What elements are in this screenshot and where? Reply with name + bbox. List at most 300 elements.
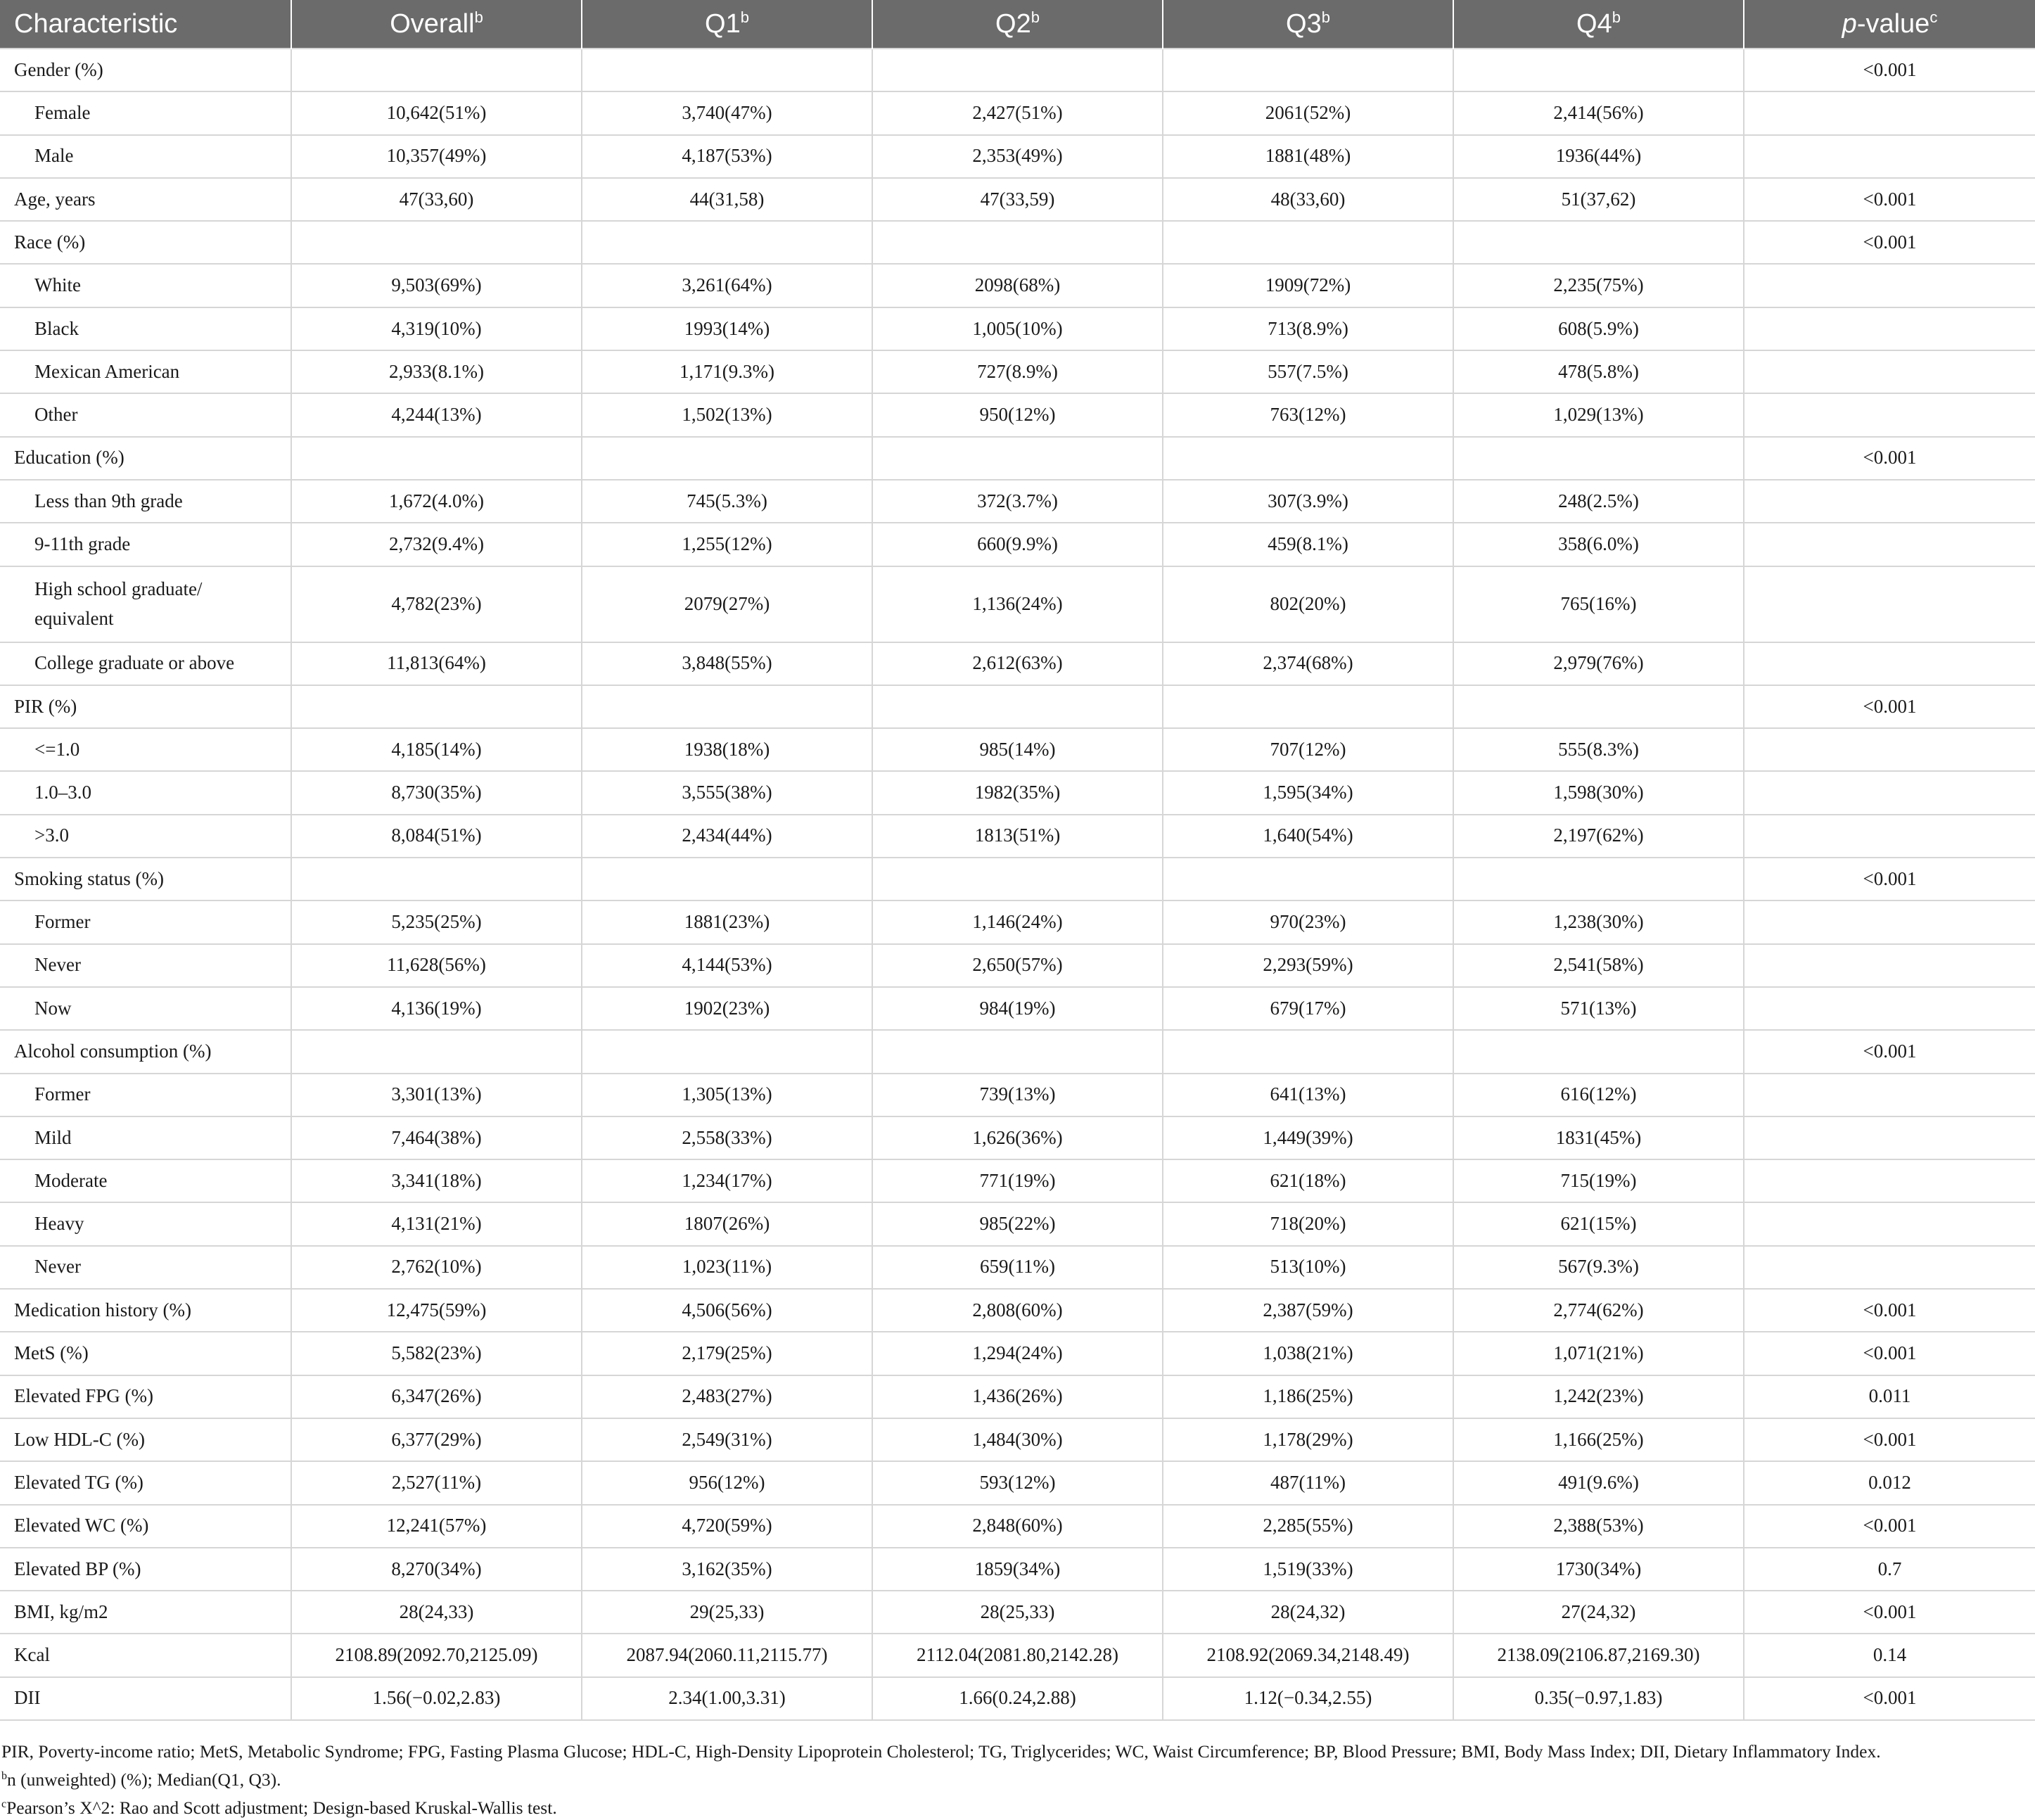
row-label-text: Male	[34, 145, 74, 167]
table-row	[0, 307, 2035, 350]
row-label	[0, 393, 291, 436]
row-label-text: Elevated TG (%)	[14, 1471, 143, 1493]
cell-p-value	[1744, 642, 2035, 685]
cell-q4	[1453, 437, 1744, 480]
cell-q1: 2,483(27%)	[582, 1375, 872, 1418]
cell-q1	[582, 685, 872, 728]
table-row	[0, 1548, 2035, 1591]
cell-overall: 5,235(25%)	[291, 901, 582, 943]
cell-q1: 1,255(12%)	[582, 523, 872, 566]
row-label-text: Low HDL-C (%)	[14, 1428, 145, 1450]
cell-overall	[291, 49, 582, 91]
cell-q3: 459(8.1%)	[1163, 523, 1453, 566]
cell-overall: 28(24,33)	[291, 1591, 582, 1634]
cell-p-value: <0.001	[1744, 1030, 2035, 1073]
header-row	[0, 0, 2035, 49]
row-label-text: Never	[34, 954, 81, 976]
table-row	[0, 566, 2035, 642]
cell-p-value	[1744, 350, 2035, 393]
cell-q2: 1,146(24%)	[872, 901, 1163, 943]
cell-p-value: 0.14	[1744, 1634, 2035, 1676]
row-label-text: Mexican American	[34, 360, 180, 382]
footnote-b: $^b$n (unweighted) (%); Median(Q1, Q3).	[1, 1769, 281, 1790]
cell-overall: 6,347(26%)	[291, 1375, 582, 1418]
row-label	[0, 987, 291, 1030]
cell-overall	[291, 685, 582, 728]
cell-q4: 2,197(62%)	[1453, 815, 1744, 858]
cell-q3: 1,595(34%)	[1163, 771, 1453, 814]
row-label	[0, 815, 291, 858]
row-label-text: Race (%)	[14, 231, 86, 253]
cell-q2: 2,848(60%)	[872, 1505, 1163, 1548]
cell-q3: 1,038(21%)	[1163, 1332, 1453, 1375]
table-row	[0, 987, 2035, 1030]
cell-q2: 2,808(60%)	[872, 1289, 1163, 1332]
cell-q2: 2,650(57%)	[872, 944, 1163, 987]
row-label	[0, 307, 291, 350]
table-row	[0, 1418, 2035, 1461]
cell-p-value: <0.001	[1744, 858, 2035, 901]
cell-q3	[1163, 437, 1453, 480]
cell-q2: 47(33,59)	[872, 178, 1163, 221]
cell-q2: 984(19%)	[872, 987, 1163, 1030]
cell-q3	[1163, 49, 1453, 91]
cell-q1: 4,506(56%)	[582, 1289, 872, 1332]
cell-q2: 2,427(51%)	[872, 91, 1163, 134]
cell-q1: 2,558(33%)	[582, 1116, 872, 1159]
cell-q1	[582, 49, 872, 91]
table-row	[0, 437, 2035, 480]
row-label-text: Heavy	[34, 1213, 84, 1235]
row-label	[0, 1505, 291, 1548]
row-label	[0, 1591, 291, 1634]
cell-q3: 641(13%)	[1163, 1074, 1453, 1116]
cell-q4: 1936(44%)	[1453, 135, 1744, 178]
cell-q4: 1,071(21%)	[1453, 1332, 1744, 1375]
row-label-text: 1.0–3.0	[34, 782, 91, 803]
cell-q1: 2,179(25%)	[582, 1332, 872, 1375]
cell-p-value: <0.001	[1744, 1591, 2035, 1634]
row-label-text: High school graduate/	[34, 578, 203, 599]
cell-p-value: <0.001	[1744, 1677, 2035, 1720]
cell-q4: 2,979(76%)	[1453, 642, 1744, 685]
header-q4: Q4$^b$	[1453, 0, 1744, 49]
cell-q1: 4,720(59%)	[582, 1505, 872, 1548]
row-label	[0, 1418, 291, 1461]
cell-p-value	[1744, 1159, 2035, 1202]
table-row	[0, 901, 2035, 943]
cell-overall: 12,475(59%)	[291, 1289, 582, 1332]
table-row	[0, 135, 2035, 178]
row-label	[0, 901, 291, 943]
header-q1: Q1$^b$	[582, 0, 872, 49]
cell-p-value	[1744, 393, 2035, 436]
table-row	[0, 1159, 2035, 1202]
cell-q3: 1,449(39%)	[1163, 1116, 1453, 1159]
cell-q4: 2,774(62%)	[1453, 1289, 1744, 1332]
cell-q2: 1859(34%)	[872, 1548, 1163, 1591]
cell-q1	[582, 1030, 872, 1073]
cell-q4	[1453, 685, 1744, 728]
cell-q3: 2,293(59%)	[1163, 944, 1453, 987]
cell-q3: 513(10%)	[1163, 1246, 1453, 1289]
row-label-text: 9-11th grade	[34, 533, 131, 554]
row-label	[0, 1548, 291, 1591]
cell-q1: 2079(27%)	[582, 566, 872, 642]
header-characteristic: Characteristic	[0, 0, 291, 49]
table-row	[0, 1030, 2035, 1073]
footnote-c: $^c$Pearson’s X^2: Rao and Scott adjustment; Design-based Kruskal-Wallis test.	[1, 1797, 557, 1818]
cell-overall: 9,503(69%)	[291, 264, 582, 307]
cell-q3: 802(20%)	[1163, 566, 1453, 642]
cell-q3: 1,186(25%)	[1163, 1375, 1453, 1418]
cell-q2: 1,436(26%)	[872, 1375, 1163, 1418]
cell-p-value	[1744, 523, 2035, 566]
cell-q3: 28(24,32)	[1163, 1591, 1453, 1634]
cell-overall: 2,732(9.4%)	[291, 523, 582, 566]
row-label	[0, 178, 291, 221]
cell-q1: 1,502(13%)	[582, 393, 872, 436]
row-label-text: Black	[34, 317, 79, 339]
cell-q3: 763(12%)	[1163, 393, 1453, 436]
row-label	[0, 350, 291, 393]
table-row	[0, 350, 2035, 393]
cell-q4: 608(5.9%)	[1453, 307, 1744, 350]
table-row	[0, 1677, 2035, 1720]
cell-q3: 487(11%)	[1163, 1461, 1453, 1504]
cell-overall: 8,730(35%)	[291, 771, 582, 814]
table-row	[0, 221, 2035, 264]
cell-q1: 3,261(64%)	[582, 264, 872, 307]
cell-q2: 985(22%)	[872, 1202, 1163, 1245]
cell-q3: 1,640(54%)	[1163, 815, 1453, 858]
cell-q1: 3,162(35%)	[582, 1548, 872, 1591]
cell-p-value: 0.7	[1744, 1548, 2035, 1591]
cell-overall: 10,357(49%)	[291, 135, 582, 178]
cell-q4: 1831(45%)	[1453, 1116, 1744, 1159]
cell-q2: 985(14%)	[872, 728, 1163, 771]
cell-q4: 2,414(56%)	[1453, 91, 1744, 134]
row-label-text: Other	[34, 404, 78, 426]
cell-q3	[1163, 685, 1453, 728]
cell-q4	[1453, 858, 1744, 901]
row-label-text-line2: equivalent	[34, 607, 114, 629]
cell-p-value: 0.011	[1744, 1375, 2035, 1418]
cell-q4	[1453, 1030, 1744, 1073]
row-label	[0, 437, 291, 480]
cell-q2: 593(12%)	[872, 1461, 1163, 1504]
cell-overall: 12,241(57%)	[291, 1505, 582, 1548]
cell-q3: 2,285(55%)	[1163, 1505, 1453, 1548]
table-row	[0, 642, 2035, 685]
cell-overall: 1.56(−0.02,2.83)	[291, 1677, 582, 1720]
table-row	[0, 480, 2035, 523]
cell-overall: 6,377(29%)	[291, 1418, 582, 1461]
row-label	[0, 480, 291, 523]
table-row	[0, 1634, 2035, 1676]
cell-q3: 1909(72%)	[1163, 264, 1453, 307]
cell-q1: 956(12%)	[582, 1461, 872, 1504]
row-label-text: Gender (%)	[14, 58, 103, 80]
table-row	[0, 1332, 2035, 1375]
cell-p-value	[1744, 1116, 2035, 1159]
cell-q2: 1,626(36%)	[872, 1116, 1163, 1159]
footnotes	[0, 1739, 2035, 1820]
cell-overall: 8,084(51%)	[291, 815, 582, 858]
cell-q1: 44(31,58)	[582, 178, 872, 221]
cell-q4: 27(24,32)	[1453, 1591, 1744, 1634]
cell-q1: 3,740(47%)	[582, 91, 872, 134]
table-row	[0, 1505, 2035, 1548]
cell-q1: 1938(18%)	[582, 728, 872, 771]
table-row	[0, 49, 2035, 91]
cell-q1	[582, 437, 872, 480]
cell-q1: 4,187(53%)	[582, 135, 872, 178]
cell-p-value	[1744, 307, 2035, 350]
row-label	[0, 642, 291, 685]
row-label	[0, 944, 291, 987]
cell-q3: 970(23%)	[1163, 901, 1453, 943]
cell-q4: 571(13%)	[1453, 987, 1744, 1030]
table-row	[0, 858, 2035, 901]
row-label	[0, 1634, 291, 1676]
table-row	[0, 393, 2035, 436]
cell-q1	[582, 221, 872, 264]
cell-q4: 1,029(13%)	[1453, 393, 1744, 436]
cell-q2: 739(13%)	[872, 1074, 1163, 1116]
row-label-text: Kcal	[14, 1644, 50, 1666]
row-label	[0, 1116, 291, 1159]
cell-q1: 3,848(55%)	[582, 642, 872, 685]
cell-q4: 2138.09(2106.87,2169.30)	[1453, 1634, 1744, 1676]
cell-q3: 2061(52%)	[1163, 91, 1453, 134]
header-q2: Q2$^b$	[872, 0, 1163, 49]
row-label-text: Education (%)	[14, 447, 125, 469]
cell-q4	[1453, 221, 1744, 264]
cell-q4: 1,598(30%)	[1453, 771, 1744, 814]
cell-q1: 1,023(11%)	[582, 1246, 872, 1289]
cell-q3: 1,178(29%)	[1163, 1418, 1453, 1461]
row-label-text: College graduate or above	[34, 652, 235, 674]
cell-p-value	[1744, 1074, 2035, 1116]
cell-q4: 1730(34%)	[1453, 1548, 1744, 1591]
cell-q4: 616(12%)	[1453, 1074, 1744, 1116]
row-label-text: Alcohol consumption (%)	[14, 1040, 212, 1062]
table-row	[0, 1591, 2035, 1634]
cell-p-value: 0.012	[1744, 1461, 2035, 1504]
cell-q3: 707(12%)	[1163, 728, 1453, 771]
cell-q4: 51(37,62)	[1453, 178, 1744, 221]
cell-overall: 1,672(4.0%)	[291, 480, 582, 523]
cell-q4: 2,388(53%)	[1453, 1505, 1744, 1548]
cell-overall: 4,136(19%)	[291, 987, 582, 1030]
footnote-abbreviations: PIR, Poverty-income ratio; MetS, Metabolic Syndrome; FPG, Fasting Plasma Glucose; HDL-C, High-Density Lipoprotein Cholesterol; TG, Triglycerides; WC, Waist Circumference; BP, Blood Pressure; BMI, Body Mass Index; DII, Dietary Inflammatory Index.	[1, 1741, 1881, 1762]
cell-q3: 2,374(68%)	[1163, 642, 1453, 685]
cell-q2: 1,005(10%)	[872, 307, 1163, 350]
cell-p-value	[1744, 987, 2035, 1030]
cell-overall: 2,933(8.1%)	[291, 350, 582, 393]
cell-q1: 3,555(38%)	[582, 771, 872, 814]
cell-q4: 358(6.0%)	[1453, 523, 1744, 566]
cell-q3: 1,519(33%)	[1163, 1548, 1453, 1591]
cell-q2: 1813(51%)	[872, 815, 1163, 858]
cell-p-value	[1744, 91, 2035, 134]
row-label-text: Smoking status (%)	[14, 867, 164, 889]
row-label-text: Age, years	[14, 188, 96, 210]
row-label	[0, 221, 291, 264]
row-label-text: Elevated FPG (%)	[14, 1385, 153, 1407]
cell-q3: 1881(48%)	[1163, 135, 1453, 178]
cell-q2	[872, 49, 1163, 91]
cell-q2	[872, 1030, 1163, 1073]
cell-p-value: <0.001	[1744, 1289, 2035, 1332]
cell-q2: 1,136(24%)	[872, 566, 1163, 642]
cell-q1: 1,171(9.3%)	[582, 350, 872, 393]
cell-overall: 4,131(21%)	[291, 1202, 582, 1245]
cell-q2: 2,353(49%)	[872, 135, 1163, 178]
cell-q1: 745(5.3%)	[582, 480, 872, 523]
table-row	[0, 1246, 2035, 1289]
row-label	[0, 1030, 291, 1073]
cell-q1: 1,234(17%)	[582, 1159, 872, 1202]
cell-overall: 10,642(51%)	[291, 91, 582, 134]
cell-overall: 7,464(38%)	[291, 1116, 582, 1159]
table-row	[0, 178, 2035, 221]
row-label-text: Elevated BP (%)	[14, 1558, 141, 1579]
row-label	[0, 1461, 291, 1504]
cell-q2: 1982(35%)	[872, 771, 1163, 814]
cell-overall	[291, 1030, 582, 1073]
cell-q2	[872, 858, 1163, 901]
header-overall: Overall$^b$	[291, 0, 582, 49]
cell-p-value	[1744, 901, 2035, 943]
table-row	[0, 1116, 2035, 1159]
cell-q4: 715(19%)	[1453, 1159, 1744, 1202]
cell-overall: 3,341(18%)	[291, 1159, 582, 1202]
row-label	[0, 685, 291, 728]
header-q3: Q3$^b$	[1163, 0, 1453, 49]
table-row	[0, 771, 2035, 814]
cell-q4: 555(8.3%)	[1453, 728, 1744, 771]
cell-overall: 11,813(64%)	[291, 642, 582, 685]
cell-q2: 727(8.9%)	[872, 350, 1163, 393]
cell-p-value	[1744, 944, 2035, 987]
row-label	[0, 1375, 291, 1418]
cell-q1: 2,434(44%)	[582, 815, 872, 858]
cell-q4: 1,166(25%)	[1453, 1418, 1744, 1461]
table-row	[0, 815, 2035, 858]
cell-q3	[1163, 221, 1453, 264]
cell-p-value: <0.001	[1744, 1332, 2035, 1375]
cell-q3	[1163, 858, 1453, 901]
cell-q2: 1.66(0.24,2.88)	[872, 1677, 1163, 1720]
cell-q2: 771(19%)	[872, 1159, 1163, 1202]
cell-q4: 1,238(30%)	[1453, 901, 1744, 943]
cell-q4: 765(16%)	[1453, 566, 1744, 642]
cell-q2: 660(9.9%)	[872, 523, 1163, 566]
cell-overall: 2,527(11%)	[291, 1461, 582, 1504]
cell-q1: 1993(14%)	[582, 307, 872, 350]
cell-q4: 2,235(75%)	[1453, 264, 1744, 307]
row-label	[0, 728, 291, 771]
cell-q2	[872, 437, 1163, 480]
cell-q4: 478(5.8%)	[1453, 350, 1744, 393]
cell-q1: 2.34(1.00,3.31)	[582, 1677, 872, 1720]
cell-p-value: <0.001	[1744, 1505, 2035, 1548]
table-row	[0, 944, 2035, 987]
row-label	[0, 135, 291, 178]
cell-p-value	[1744, 480, 2035, 523]
cell-q2	[872, 685, 1163, 728]
row-label	[0, 264, 291, 307]
table-row	[0, 523, 2035, 566]
cell-p-value	[1744, 135, 2035, 178]
cell-q2: 28(25,33)	[872, 1591, 1163, 1634]
cell-q4: 2,541(58%)	[1453, 944, 1744, 987]
cell-q3: 713(8.9%)	[1163, 307, 1453, 350]
row-label	[0, 566, 291, 642]
row-label-text: Former	[34, 911, 91, 933]
cell-q1: 1902(23%)	[582, 987, 872, 1030]
table-row	[0, 685, 2035, 728]
cell-q2: 950(12%)	[872, 393, 1163, 436]
cell-overall: 2108.89(2092.70,2125.09)	[291, 1634, 582, 1676]
row-label	[0, 858, 291, 901]
cell-overall: 2,762(10%)	[291, 1246, 582, 1289]
row-label-text: Female	[34, 102, 91, 124]
cell-q3: 48(33,60)	[1163, 178, 1453, 221]
row-label	[0, 1159, 291, 1202]
cell-q4	[1453, 49, 1744, 91]
row-label-text: BMI, kg/m2	[14, 1601, 108, 1622]
cell-q2: 372(3.7%)	[872, 480, 1163, 523]
row-label	[0, 91, 291, 134]
cell-q3: 2,387(59%)	[1163, 1289, 1453, 1332]
table-row	[0, 1375, 2035, 1418]
cell-p-value	[1744, 815, 2035, 858]
cell-overall: 4,319(10%)	[291, 307, 582, 350]
row-label	[0, 1074, 291, 1116]
cell-p-value: <0.001	[1744, 437, 2035, 480]
cell-q1: 4,144(53%)	[582, 944, 872, 987]
cell-q2: 2112.04(2081.80,2142.28)	[872, 1634, 1163, 1676]
cell-p-value	[1744, 1202, 2035, 1245]
cell-overall: 4,185(14%)	[291, 728, 582, 771]
row-label-text: Elevated WC (%)	[14, 1515, 149, 1536]
row-label	[0, 1246, 291, 1289]
cell-overall: 5,582(23%)	[291, 1332, 582, 1375]
row-label-text: Mild	[34, 1126, 72, 1148]
cell-p-value	[1744, 771, 2035, 814]
cell-q1: 1881(23%)	[582, 901, 872, 943]
cell-q4: 491(9.6%)	[1453, 1461, 1744, 1504]
cell-overall	[291, 858, 582, 901]
cell-p-value	[1744, 264, 2035, 307]
row-label	[0, 1289, 291, 1332]
table-row	[0, 1289, 2035, 1332]
cell-overall: 3,301(13%)	[291, 1074, 582, 1116]
cell-p-value: <0.001	[1744, 685, 2035, 728]
cell-p-value	[1744, 728, 2035, 771]
cell-overall: 4,782(23%)	[291, 566, 582, 642]
cell-q3: 621(18%)	[1163, 1159, 1453, 1202]
cell-p-value: <0.001	[1744, 1418, 2035, 1461]
cell-q2: 1,294(24%)	[872, 1332, 1163, 1375]
cell-overall: 4,244(13%)	[291, 393, 582, 436]
table-row	[0, 91, 2035, 134]
row-label-text: DII	[14, 1687, 41, 1709]
cell-p-value: <0.001	[1744, 221, 2035, 264]
